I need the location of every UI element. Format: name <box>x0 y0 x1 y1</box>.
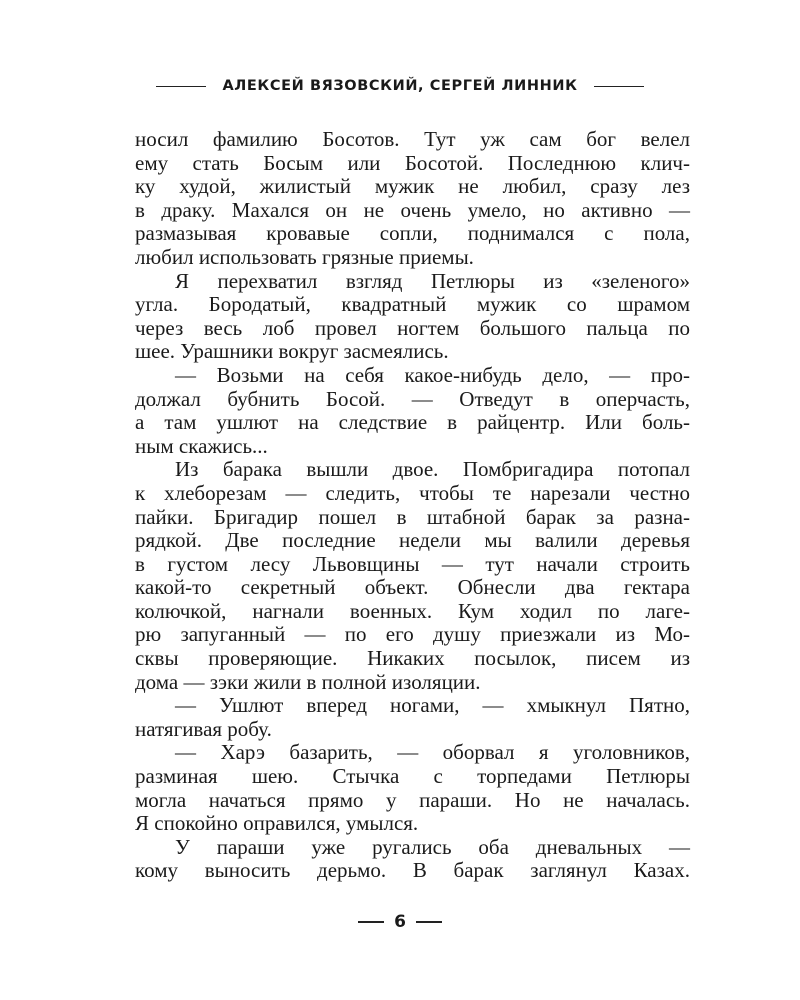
body-text <box>135 128 690 883</box>
text-line: через весь лоб провел ногтем большого пальца по <box>135 315 690 340</box>
text-line: кому выносить дерьмо. В барак заглянул Казах. <box>135 858 690 883</box>
text-line: размазывая кровавые сопли, поднимался с пола, <box>135 221 690 246</box>
text-line: рю запуганный — по его душу приезжали из Мо- <box>135 622 690 647</box>
text-line: носил фамилию Босотов. Тут уж сам бог велел <box>135 127 690 151</box>
text-line: в драку. Махался он не очень умело, но активно — <box>135 197 690 222</box>
text-line: Я спокойно оправился, умылся. <box>135 811 419 836</box>
page-number: 6 <box>394 912 406 932</box>
text-line: любил использовать грязные приемы. <box>135 244 474 269</box>
text-line: У параши уже ругались оба дневальных — <box>175 834 690 859</box>
text-line: ему стать Босым или Босотой. Последнюю клич- <box>135 150 690 175</box>
header-rule-left <box>156 86 206 87</box>
running-head-text: АЛЕКСЕЙ ВЯЗОВСКИЙ, СЕРГЕЙ ЛИННИК <box>222 78 578 94</box>
folio-dash-right <box>416 921 442 923</box>
folio-dash-left <box>358 921 384 923</box>
text-line: Из барака вышли двое. Помбригадира потопал <box>175 457 690 482</box>
text-line: в густом лесу Львовщины — тут начали строить <box>135 551 690 576</box>
text-line: — Ушлют вперед ногами, — хмыкнул Пятно, <box>175 693 690 718</box>
text-line: Я перехватил взгляд Петлюры из «зеленого» <box>175 268 690 293</box>
text-line: шее. Урашники вокруг засмеялись. <box>135 339 449 364</box>
text-line: к хлеборезам — следить, чтобы те нарезали честно <box>135 480 690 505</box>
running-head <box>0 78 800 94</box>
text-line: угла. Бородатый, квадратный мужик со шрамом <box>135 292 690 317</box>
text-line: какой-то секретный объект. Обнесли два гектара <box>135 575 690 600</box>
text-line: натягивая робу. <box>135 716 272 741</box>
text-line: колючкой, нагнали военных. Кум ходил по лаге- <box>135 598 690 623</box>
text-line: могла начаться прямо у параши. Но не началась. <box>135 787 690 812</box>
text-line: — Возьми на себя какое-нибудь дело, — про- <box>175 362 690 387</box>
text-line: дома — зэки жили в полной изоляции. <box>135 669 481 694</box>
text-line: рядкой. Две последние недели мы валили деревья <box>135 528 690 553</box>
text-line: а там ушлют на следствие в райцентр. Или боль- <box>135 410 690 435</box>
text-line: ным скажись... <box>135 433 268 458</box>
header-rule-right <box>594 86 644 87</box>
text-line: ку худой, жилистый мужик не любил, сразу лез <box>135 174 690 199</box>
text-line: — Харэ базарить, — оборвал я уголовников, <box>175 740 690 765</box>
page-footer <box>0 912 800 932</box>
text-line: должал бубнить Босой. — Отведут в оперчасть, <box>135 386 690 411</box>
text-line: разминая шею. Стычка с торпедами Петлюры <box>135 764 690 789</box>
text-line: пайки. Бригадир пошел в штабной барак за разна- <box>135 504 690 529</box>
text-line: сквы проверяющие. Никаких посылок, писем из <box>135 646 690 671</box>
